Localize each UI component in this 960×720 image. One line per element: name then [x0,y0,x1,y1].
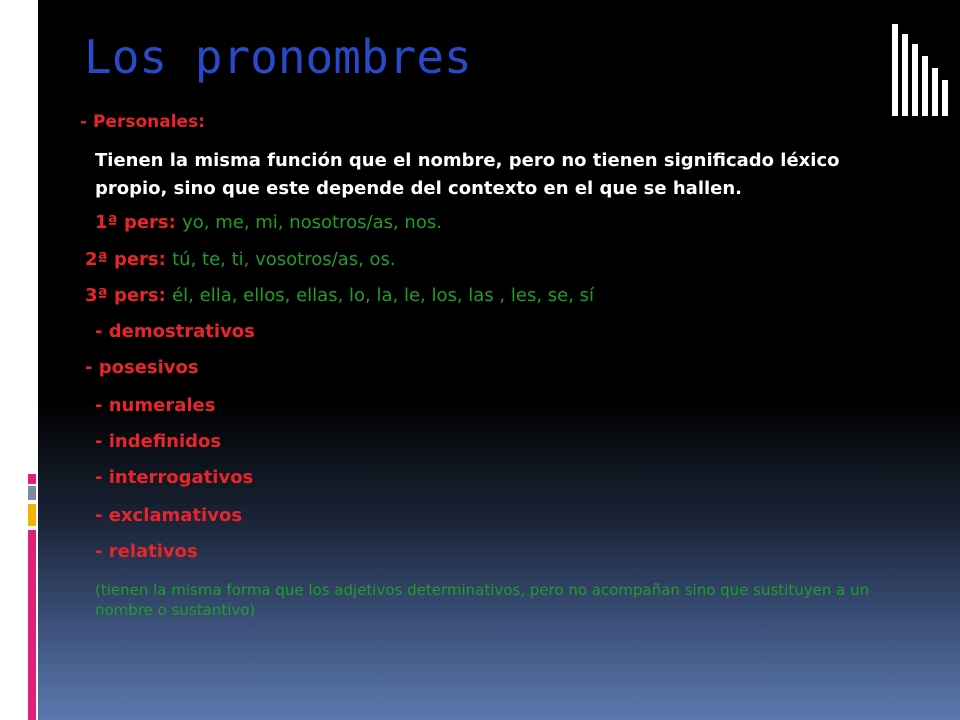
person-row-3 [85,285,594,306]
accent-yellow-bar [28,504,36,526]
person-row-2 [85,249,396,270]
person-forms: yo, me, mi, nosotros/as, nos. [182,212,442,233]
person-forms: él, ella, ellos, ellas, lo, la, le, los, las , les, se, sí [172,285,595,306]
person-label: 2ª pers: [85,249,166,270]
person-forms: tú, te, ti, vosotros/as, os. [172,249,396,270]
accent-gray-bar [28,486,36,500]
page-title: Los pronombres [84,30,472,84]
person-label: 1ª pers: [95,212,176,233]
person-row-1 [95,212,442,233]
accent-pink-bar [28,474,36,484]
personales-label: - Personales: [80,112,205,132]
person-label: 3ª pers: [85,285,166,306]
list-item-demostrativos: - demostrativos [95,321,255,342]
list-item-relativos: - relativos [95,541,198,562]
accent-pink-long-bar [28,530,36,720]
list-item-posesivos: - posesivos [85,357,199,378]
note-text: (tienen la misma forma que los adjetivos determinativos, pero no acompañan sino que sustituyen a un nombre o sustantivo) [95,581,870,619]
definition-text: Tienen la misma función que el nombre, pero no tienen significado léxico propio, sino que este depende del contexto en el que se hallen. [95,150,840,199]
list-item-interrogativos: - interrogativos [95,467,254,488]
list-item-indefinidos: - indefinidos [95,431,222,452]
list-item-numerales: - numerales [95,395,216,416]
list-item-exclamativos: - exclamativos [95,505,243,526]
decorative-bars-icon [892,24,954,116]
